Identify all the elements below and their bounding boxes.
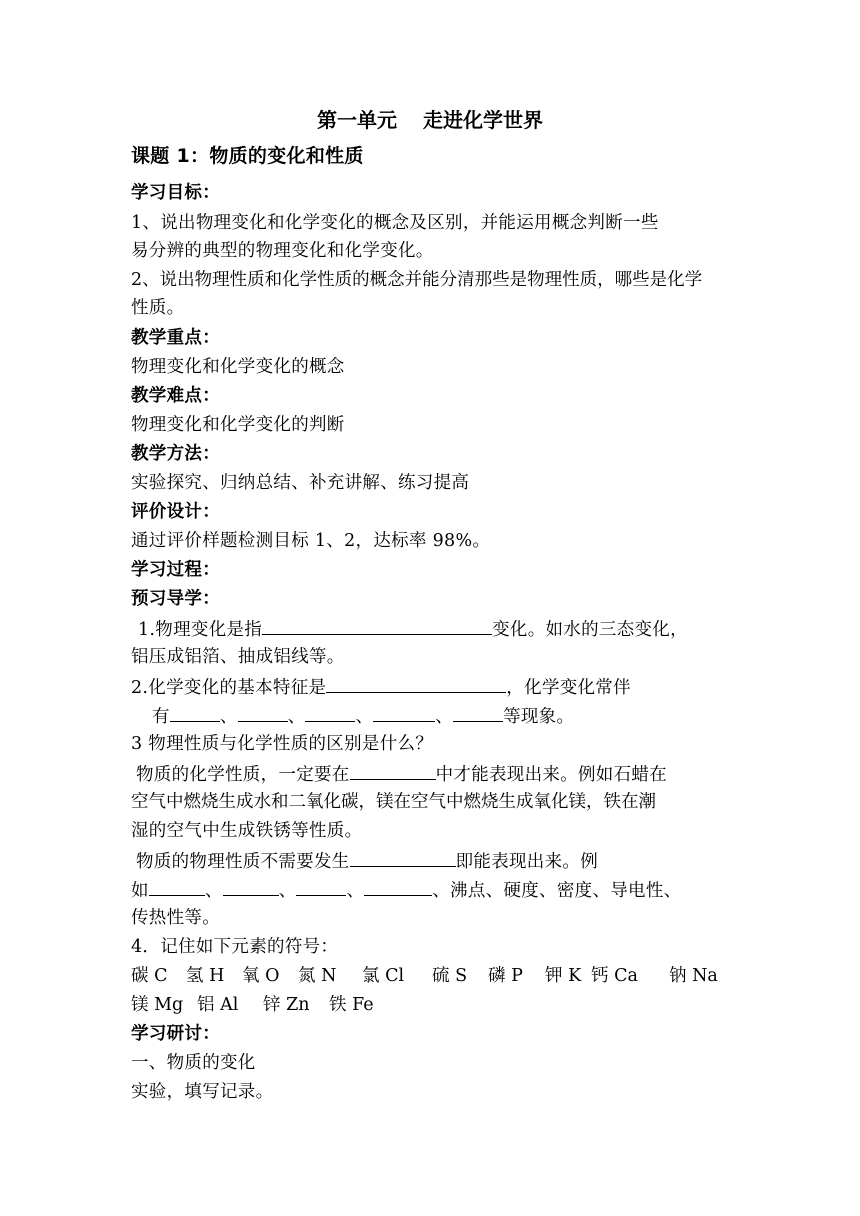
process-heading: 学习过程： <box>131 560 220 580</box>
answer-blank[interactable] <box>364 877 432 896</box>
element-symbol: 氮 N <box>298 966 337 986</box>
goal-2-line-2: 性质。 <box>131 298 185 318</box>
question-3: 3 物理性质与化学性质的区别是什么？ <box>131 734 434 754</box>
element-symbol: 磷 P <box>488 966 523 986</box>
evaluation-text: 通过评价样题检测目标 1、2，达标率 98%。 <box>131 531 491 551</box>
preview-heading: 预习导学： <box>131 589 220 609</box>
element-symbol: 氧 O <box>242 966 280 986</box>
question-1-line-1: 1.物理变化是指 变化。如水的三态变化， <box>138 616 688 642</box>
answer-blank[interactable] <box>305 703 355 722</box>
question-3-chemical-line-1: 物质的化学性质，一定要在 中才能表现出来。例如石蜡在 <box>136 761 667 787</box>
question-3-physical-line-1: 物质的物理性质不需要发生 即能表现出来。例 <box>136 848 598 874</box>
key-points-heading: 教学重点： <box>131 328 220 348</box>
question-3-physical-line-2: 如 、 、 、 、沸点、硬度、密度、导电性、 <box>131 877 681 903</box>
answer-blank[interactable] <box>262 616 492 635</box>
element-symbol: 锌 Zn <box>263 995 310 1015</box>
question-2-line-2: 有 、 、 、 、 等现象。 <box>152 703 574 729</box>
goal-2-line-1: 2、说出物理性质和化学性质的概念并能分清那些是物理性质，哪些是化学 <box>131 270 703 290</box>
unit-name: 走进化学世界 <box>423 108 543 132</box>
element-symbol: 钠 Na <box>669 966 718 986</box>
element-symbol: 铁 Fe <box>329 995 374 1015</box>
elements-line-2 <box>131 993 374 1017</box>
element-symbol: 氢 H <box>186 966 225 986</box>
answer-blank[interactable] <box>350 848 456 867</box>
elements-line-1 <box>131 964 718 988</box>
experiment-instruction: 实验，填写记录。 <box>131 1082 274 1102</box>
element-symbol: 钾 K <box>545 966 582 986</box>
study-heading: 学习研讨： <box>131 1024 220 1044</box>
key-points-text: 物理变化和化学变化的概念 <box>131 357 345 377</box>
question-3-physical-line-3: 传热性等。 <box>131 908 220 928</box>
unit-title <box>0 106 860 134</box>
question-3-chemical-line-2: 空气中燃烧生成水和二氧化碳，镁在空气中燃烧生成氧化镁，铁在潮 <box>131 792 656 812</box>
answer-blank[interactable] <box>170 703 220 722</box>
difficulties-heading: 教学难点： <box>131 386 220 406</box>
answer-blank[interactable] <box>238 703 288 722</box>
element-symbol: 镁 Mg <box>131 995 184 1015</box>
element-symbol: 钙 Ca <box>591 966 638 986</box>
question-4: 4．记住如下元素的符号： <box>131 937 339 957</box>
goal-1-line-1: 1、说出物理变化和化学变化的概念及区别，并能运用概念判断一些 <box>131 213 659 233</box>
answer-blank[interactable] <box>350 761 436 780</box>
answer-blank[interactable] <box>223 877 279 896</box>
question-2-line-1: 2.化学变化的基本特征是 ，化学变化常伴 <box>131 674 631 700</box>
question-3-chemical-line-3: 湿的空气中生成铁锈等性质。 <box>131 821 363 841</box>
element-symbol: 碳 C <box>131 966 168 986</box>
answer-blank[interactable] <box>453 703 503 722</box>
difficulties-text: 物理变化和化学变化的判断 <box>131 415 345 435</box>
evaluation-heading: 评价设计： <box>131 502 220 522</box>
section-1-heading: 一、物质的变化 <box>131 1053 256 1073</box>
goals-heading: 学习目标： <box>131 183 220 203</box>
element-symbol: 氯 Cl <box>362 966 405 986</box>
question-1-line-2: 铝压成铝箔、抽成铝线等。 <box>131 647 345 667</box>
element-symbol: 硫 S <box>432 966 468 986</box>
unit-number: 第一单元 <box>317 108 397 132</box>
answer-blank[interactable] <box>326 674 506 693</box>
answer-blank[interactable] <box>373 703 435 722</box>
methods-text: 实验探究、归纳总结、补充讲解、练习提高 <box>131 473 470 493</box>
element-symbol: 铝 Al <box>197 995 239 1015</box>
answer-blank[interactable] <box>149 877 205 896</box>
lesson-title: 课题 1：物质的变化和性质 <box>131 145 364 167</box>
methods-heading: 教学方法： <box>131 444 220 464</box>
answer-blank[interactable] <box>296 877 346 896</box>
goal-1-line-2: 易分辨的典型的物理变化和化学变化。 <box>131 241 434 261</box>
